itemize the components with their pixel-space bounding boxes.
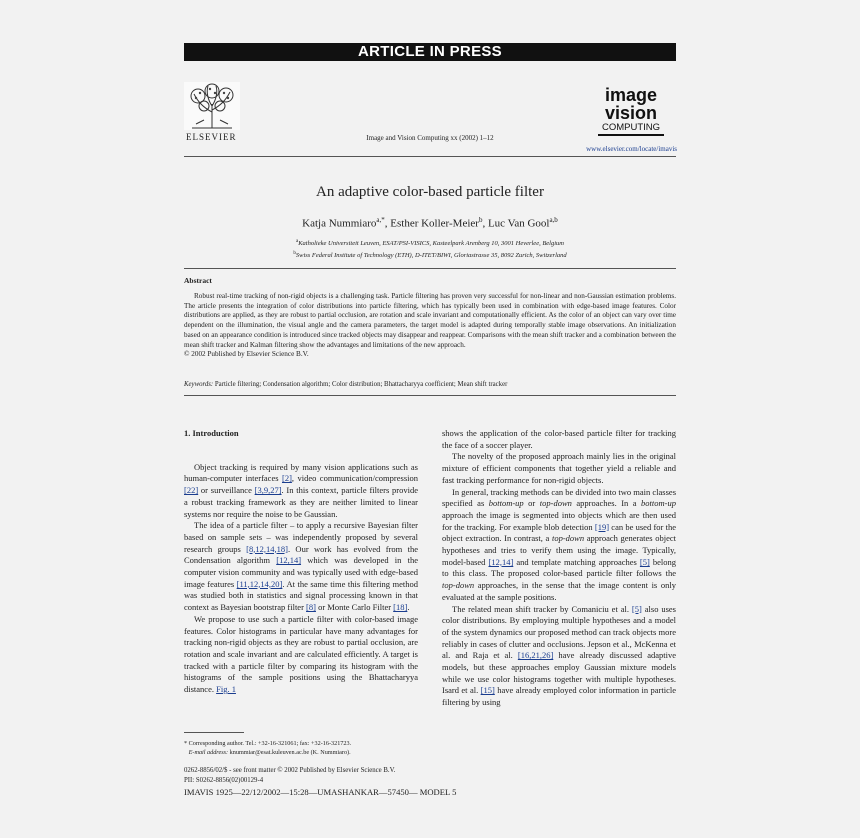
section-heading-introduction: 1. Introduction bbox=[184, 428, 239, 438]
author-name: Esther Koller-Meier bbox=[390, 217, 479, 230]
abstract-text: Robust real-time tracking of non-rigid objects is a challenging task. Particle filtering has proven very successful for non-linear and non-Gaussian estimation problems. The article presents the integration of color distributions into particle filtering, which has typically been used in combination with edge-based image features. Color distributions are applied, as they are robust to partial occlusion, are rotation and scale invariant and computationally efficient. As the color of an object can vary over time dependent on the illumination, the visual angle and the camera parameters, the target model is adapted during temporally stable image observations. An initialization based on an appearance condition is introduced since tracked objects may disappear and reappear. Comparisons with the mean shift tracker and a combination between the mean shift tracker and Kalman filtering show the advantages and limitations of the new approach. bbox=[184, 292, 676, 349]
citation-link[interactable]: [11,12,14,20] bbox=[236, 578, 283, 589]
citation-link[interactable]: [18] bbox=[393, 602, 408, 613]
keywords-line bbox=[184, 381, 676, 388]
elsevier-wordmark: ELSEVIER bbox=[186, 132, 237, 142]
author-affiliation-mark: a,* bbox=[376, 216, 385, 224]
citation-link[interactable]: [19] bbox=[594, 521, 610, 532]
author-list: Katja Nummiaro$^{a,*}$, Esther Koller-Meier$^b$, Luc Van Gool$^{a,b}$ bbox=[302, 216, 558, 230]
journal-citation: Image and Vision Computing xx (2002) 1–12 bbox=[366, 134, 494, 142]
citation-link[interactable]: [15] bbox=[480, 685, 495, 696]
citation-link[interactable]: [2] bbox=[281, 473, 292, 484]
article-title: An adaptive color-based particle filter bbox=[316, 184, 544, 200]
keywords-label: Keywords: bbox=[184, 381, 214, 388]
header-rule bbox=[184, 156, 676, 157]
paragraph: The related mean shift tracker by Comaniciu et al. [5] also uses color distributions. By employing multiple hypotheses and a model of the system dynamics our proposed method can track objects more reliably in cases of clutter and occlusions. Jepson et al., McKenna et al. and Raja et al. [16,21,26] have already discussed adaptive models, but these approaches employ Gaussian mixture models while we use color histograms together with multiple hypotheses. Isard et al. [15] have already employed color information in particle filtering by using bbox=[442, 603, 676, 708]
author-affiliation-mark: b bbox=[478, 216, 483, 224]
pii-line: PII: S0262-8856(02)00129-4 bbox=[184, 776, 264, 784]
author-name: Luc Van Gool bbox=[487, 217, 550, 230]
footnote bbox=[184, 739, 434, 757]
article-in-press-banner: ARTICLE IN PRESS bbox=[184, 43, 676, 61]
copyright-line: © 2002 Published by Elsevier Science B.V. bbox=[184, 350, 309, 359]
paragraph: We propose to use such a particle filter with color-based image features. Color histograms in particular have many advantages for tracking non-rigid objects as they are robust to partial occlusion, are rotation and scale invariant and are calculated efficiently. A target is tracked with a particle filter by comparing its histogram with the histograms of the sample positions using the Bhattacharyya distance. Fig. 1 bbox=[184, 613, 418, 695]
citation-link[interactable]: [22] bbox=[184, 485, 199, 496]
footnote-mark: * bbox=[184, 740, 188, 747]
paragraph: In general, tracking methods can be divided into two main classes specified as bottom-up or top-down approaches. In a bottom-up approach the image is segmented into objects which are then used for the tracking. For example blob detection [19] can be used for the object extraction. In contrast, a top-down approach generates object hypotheses and tries to verify them using the image. Typically, model-based [12,14] and template matching approaches [5] belong to this class. The proposed color-based particle filter follows the top-down approaches, in the sense that the image content is only evaluated at the sample positions. bbox=[442, 486, 677, 602]
email-address: knummiar@esat.kuleuven.ac.be (K. Nummiaro). bbox=[229, 749, 351, 756]
citation-link[interactable]: [3,9,27] bbox=[254, 485, 282, 496]
email-label: E-mail address: bbox=[188, 749, 229, 756]
paragraph: shows the application of the color-based particle filter for tracking the face of a soccer player. bbox=[442, 428, 676, 450]
citation-link[interactable]: [5] bbox=[631, 603, 642, 614]
imavis-tracking-line: IMAVIS 1925—22/12/2002—15:28—UMASHANKAR—57450— MODEL 5 bbox=[184, 787, 457, 797]
body-column-right bbox=[442, 428, 676, 709]
issn-block bbox=[184, 766, 484, 785]
paragraph: Object tracking is required by many vision applications such as human-computer interfaces [2], video communication/compression [22] or surveillance [3,9,27]. In this context, particle filters provide a robust tracking framework as they are neither limited to linear systems nor require the noise to be Gaussian. bbox=[184, 461, 418, 519]
footnote-contact: Corresponding author. Tel.: +32-16-321061; fax: +32-16-321723. bbox=[188, 740, 352, 747]
affiliation-a: $^a$Katholieke Universiteit Leuven, ESAT/PSI-VISICS, Kasteelpark Arenberg 10, 3001 Heverlee, Belgium bbox=[295, 239, 564, 248]
abstract-bottom-rule bbox=[184, 395, 676, 396]
image-vision-computing-logo bbox=[596, 84, 666, 140]
footnote-rule bbox=[184, 732, 244, 733]
citation-link[interactable]: [12,14] bbox=[276, 555, 302, 566]
author-name: Katja Nummiaro bbox=[302, 217, 377, 230]
keywords-list: Particle filtering; Condensation algorithm; Color distribution; Bhattacharyya coefficient; Mean shift tracker bbox=[214, 381, 508, 388]
citation-link[interactable]: [5] bbox=[639, 556, 650, 567]
issn-line: 0262-8856/02/$ - see front matter © 2002 Published by Elsevier Science B.V. bbox=[184, 767, 396, 774]
logo-line-image: image bbox=[604, 85, 658, 105]
logo-line-computing: COMPUTING bbox=[601, 122, 661, 133]
citation-link[interactable]: [8,12,14,18] bbox=[246, 543, 288, 554]
abstract-top-rule bbox=[184, 268, 676, 269]
citation-link[interactable]: [12,14] bbox=[488, 556, 514, 567]
body-column-left bbox=[184, 428, 418, 696]
paragraph: The idea of a particle filter – to apply a recursive Bayesian filter based on sample sets – was independently proposed by several research groups [8,12,14,18]. Our work has evolved from the Condensation algorithm [12,14] which was developed in the computer vision community and was typically used with edge-based image features [11,12,14,20]. At the same time this filtering method was studied both in statistics and signal processing known in that context as Bayesian bootstrap filter [8] or Monte Carlo Filter [18]. bbox=[184, 520, 419, 613]
affiliation-b: $^b$Swiss Federal Institute of Technology (ETH), D-ITET/BIWI, Gloriastrasse 35, 8092 Zurich, Switzerland bbox=[293, 251, 567, 260]
abstract-body bbox=[184, 292, 676, 360]
paragraph: The novelty of the proposed approach mainly lies in the original mixture of efficient components that together yield a reliable and fast tracking performance for non-rigid objects. bbox=[442, 451, 676, 485]
author-affiliation-mark: a,b bbox=[549, 216, 558, 224]
citation-link[interactable]: [16,21,26] bbox=[517, 650, 554, 661]
journal-url-link[interactable]: www.elsevier.com/locate/imavis bbox=[586, 145, 677, 153]
logo-line-vision: vision bbox=[604, 103, 658, 123]
figure-link[interactable]: Fig. 1 bbox=[216, 684, 236, 695]
citation-link[interactable]: [8] bbox=[306, 602, 316, 613]
abstract-heading: Abstract bbox=[184, 276, 212, 285]
